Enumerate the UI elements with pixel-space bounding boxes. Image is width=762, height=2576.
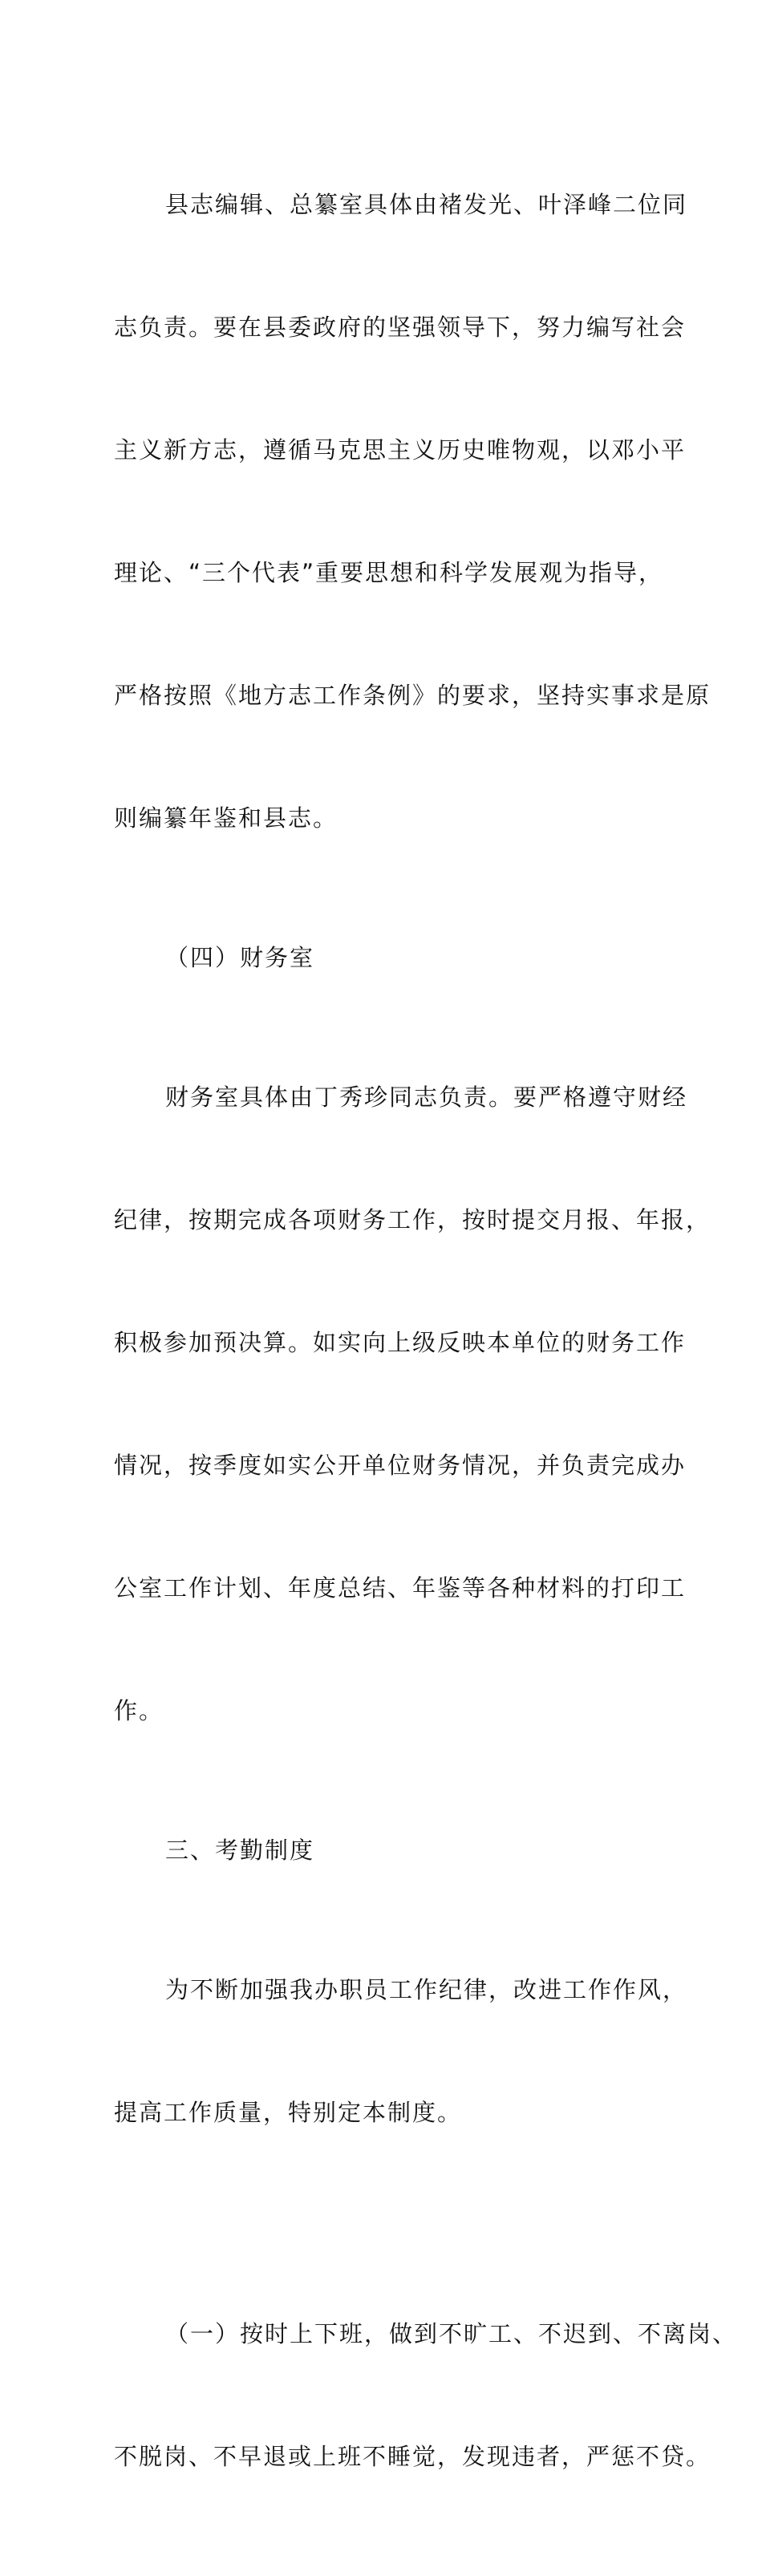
text-line: 积极参加预决算。如实向上级反映本单位的财务工作 [114,1329,687,1356]
paragraph-attendance-rule-1 [114,2232,738,2559]
text-line: 不脱岗、不早退或上班不睡觉，发现违者，严惩不贷。 [114,2443,711,2470]
text-line: 情况，按季度如实公开单位财务情况，并负责完成办 [114,1452,687,1479]
text-line: 财务室具体由丁秀珍同志负责。要严格遵守财经 [165,1083,688,1111]
text-line: （一）按时上下班，做到不旷工、不迟到、不离岗、 [165,2320,738,2347]
text-line: 作。 [114,1697,164,1724]
text-line: 纪律，按期完成各项财务工作，按时提交月报、年报， [114,1206,711,1233]
paragraph-attendance-intro [114,1888,688,2215]
text-line: 志负责。要在县委政府的坚强领导下，努力编写社会 [114,314,687,341]
text-line: 提高工作质量，特别定本制度。 [114,2099,463,2126]
text-line: 理论、“三个代表”重要思想和科学发展观为指导， [114,559,664,586]
heading-finance-office: （四）财务室 [165,944,315,971]
document-body [114,103,738,2576]
text-line: 公室工作计划、年度总结、年鉴等各种材料的打印工 [114,1574,687,1602]
text-line: 严格按照《地方志工作条例》的要求，坚持实事求是原 [114,682,711,709]
text-line: 县志编辑、总纂室具体由褚发光、叶泽峰二位同 [165,191,688,218]
text-line: 则编纂年鉴和县志。 [114,804,338,832]
heading-attendance-system: 三、考勤制度 [165,1837,315,1864]
paragraph-finance-office [114,995,711,1813]
text-line: 主义新方志，遵循马克思主义历史唯物观，以邓小平 [114,436,687,464]
text-line: 为不断加强我办职员工作纪律，改进工作作风， [165,1976,688,2003]
paragraph-county-annals-office [114,103,711,921]
